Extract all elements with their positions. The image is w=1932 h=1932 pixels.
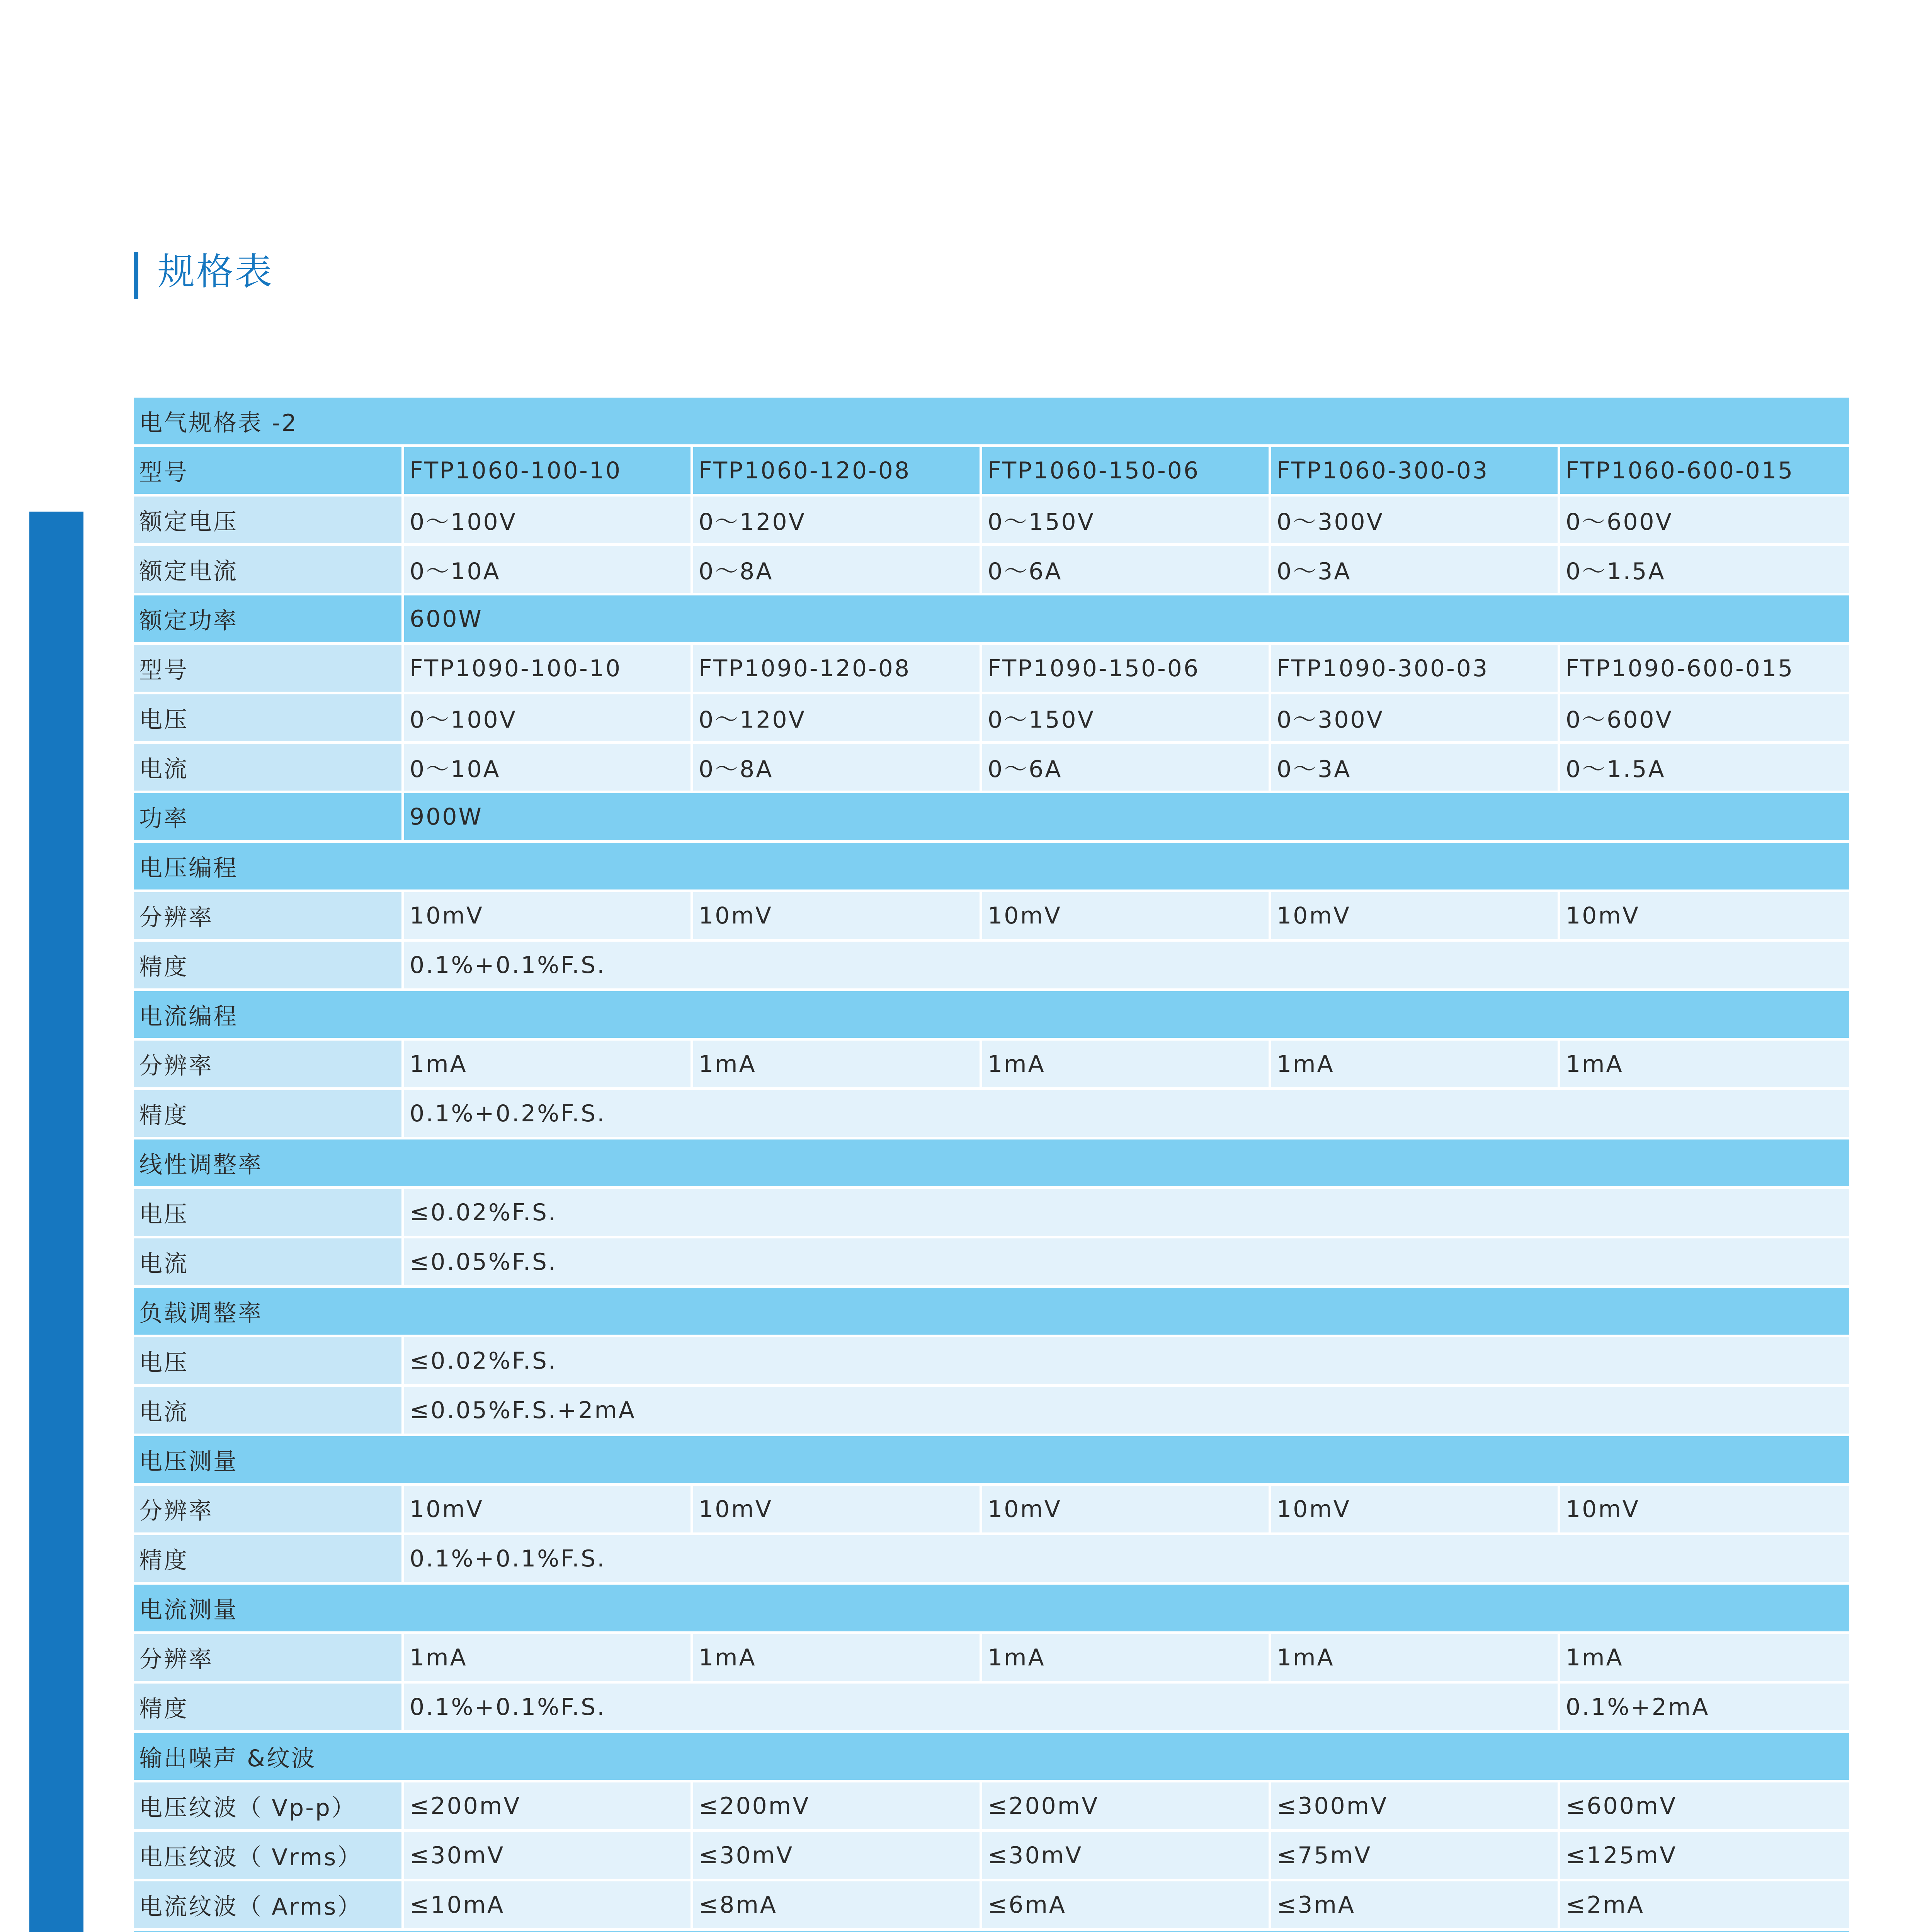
row-label: 电压 (134, 694, 404, 744)
value-cell: 0～10A (404, 546, 693, 595)
value-cell: 1mA (1560, 1634, 1849, 1684)
row-label: 精度 (134, 1535, 404, 1585)
value-cell: ≤3mA (1271, 1881, 1560, 1931)
section-title: 线性调整率 (134, 1139, 1849, 1189)
section-header-row (134, 1436, 1849, 1486)
row-label: 电压 (134, 1337, 404, 1387)
spec-row (134, 447, 1849, 497)
value-cell: 10mV (1271, 892, 1560, 942)
value-cell: ≤200mV (693, 1782, 982, 1832)
value-cell: ≤30mV (982, 1832, 1271, 1881)
row-label: 额定电压 (134, 497, 404, 546)
row-label: 电压纹波（ Vrms） (134, 1832, 404, 1881)
value-cell: ≤2mA (1560, 1881, 1849, 1931)
section-title: 电流编程 (134, 991, 1849, 1041)
row-label: 额定功率 (134, 595, 404, 645)
spec-row (134, 1090, 1849, 1139)
section-header-row (134, 1585, 1849, 1634)
value-cell: FTP1090-120-08 (693, 645, 982, 694)
row-label: 电压 (134, 1189, 404, 1238)
section-title: 电压测量 (134, 1436, 1849, 1486)
section-title: 电压编程 (134, 843, 1849, 892)
value-cell: 1mA (693, 1634, 982, 1684)
section-title: 电流测量 (134, 1585, 1849, 1634)
value-cell: FTP1060-120-08 (693, 447, 982, 497)
section-header-row (134, 1288, 1849, 1337)
value-cell: 0～150V (982, 497, 1271, 546)
spec-row (134, 1535, 1849, 1585)
title-accent-bar (134, 252, 138, 299)
row-label: 功率 (134, 793, 404, 843)
value-cell: 0～600V (1560, 497, 1849, 546)
spec-row (134, 793, 1849, 843)
row-label: 分辨率 (134, 1486, 404, 1535)
spec-row (134, 1881, 1849, 1931)
value-cell: 0～300V (1271, 497, 1560, 546)
spec-row (134, 546, 1849, 595)
row-label: 电压纹波（ Vp-p） (134, 1782, 404, 1832)
value-cell: FTP1090-150-06 (982, 645, 1271, 694)
value-cell: 10mV (1271, 1486, 1560, 1535)
value-cell: 10mV (404, 1486, 693, 1535)
value-cell: 1mA (1271, 1041, 1560, 1090)
value-cell: 10mV (693, 1486, 982, 1535)
value-cell: 0.1%+0.1%F.S. (404, 942, 1849, 991)
value-cell: ≤300mV (1271, 1782, 1560, 1832)
value-cell: ≤30mV (693, 1832, 982, 1881)
value-cell: 1mA (693, 1041, 982, 1090)
value-cell: ≤0.05%F.S.+2mA (404, 1387, 1849, 1436)
spec-row (134, 1041, 1849, 1090)
value-cell: 0～8A (693, 744, 982, 793)
value-cell: ≤75mV (1271, 1832, 1560, 1881)
row-label: 精度 (134, 1684, 404, 1733)
section-header-row (134, 843, 1849, 892)
spec-row (134, 1189, 1849, 1238)
value-cell: FTP1060-600-015 (1560, 447, 1849, 497)
value-cell: ≤6mA (982, 1881, 1271, 1931)
row-label: 电流纹波（ Arms） (134, 1881, 404, 1931)
row-label: 精度 (134, 942, 404, 991)
value-cell: 0.1%+0.1%F.S. (404, 1684, 1560, 1733)
value-cell: 10mV (693, 892, 982, 942)
spec-row (134, 497, 1849, 546)
value-cell: 0～120V (693, 497, 982, 546)
value-cell: 0～120V (693, 694, 982, 744)
value-cell: FTP1060-150-06 (982, 447, 1271, 497)
value-cell: 0～3A (1271, 744, 1560, 793)
value-cell: 10mV (982, 892, 1271, 942)
value-cell: 1mA (1560, 1041, 1849, 1090)
section-header-row (134, 991, 1849, 1041)
value-cell: 0～10A (404, 744, 693, 793)
value-cell: FTP1060-100-10 (404, 447, 693, 497)
row-label: 电流 (134, 1387, 404, 1436)
value-cell: 10mV (1560, 1486, 1849, 1535)
value-cell: 0～300V (1271, 694, 1560, 744)
spec-table-body (134, 398, 1849, 1932)
spec-row (134, 1486, 1849, 1535)
row-label: 分辨率 (134, 1634, 404, 1684)
side-accent-bar (29, 512, 83, 1932)
spec-row (134, 892, 1849, 942)
spec-row (134, 1832, 1849, 1881)
spec-row (134, 1782, 1849, 1832)
value-cell: 0～100V (404, 497, 693, 546)
spec-row (134, 595, 1849, 645)
spec-table (134, 398, 1849, 1932)
spec-row (134, 645, 1849, 694)
value-cell: ≤8mA (693, 1881, 982, 1931)
value-cell: ≤30mV (404, 1832, 693, 1881)
value-cell: ≤0.02%F.S. (404, 1337, 1849, 1387)
value-cell: 0.1%+0.2%F.S. (404, 1090, 1849, 1139)
section-title: 负载调整率 (134, 1288, 1849, 1337)
spec-row (134, 1684, 1849, 1733)
value-cell: FTP1060-300-03 (1271, 447, 1560, 497)
value-cell: ≤0.05%F.S. (404, 1238, 1849, 1288)
value-cell: ≤125mV (1560, 1832, 1849, 1881)
spec-row (134, 694, 1849, 744)
value-cell: 1mA (982, 1634, 1271, 1684)
row-label: 电流 (134, 1238, 404, 1288)
spec-row (134, 1634, 1849, 1684)
value-cell: ≤600mV (1560, 1782, 1849, 1832)
row-label: 型号 (134, 447, 404, 497)
row-label: 分辨率 (134, 892, 404, 942)
value-cell: 1mA (404, 1041, 693, 1090)
row-label: 型号 (134, 645, 404, 694)
value-cell: FTP1090-100-10 (404, 645, 693, 694)
value-cell: 0～3A (1271, 546, 1560, 595)
value-cell: 1mA (404, 1634, 693, 1684)
row-label: 精度 (134, 1090, 404, 1139)
value-cell: 0～6A (982, 546, 1271, 595)
section-header-row (134, 398, 1849, 447)
value-cell: 0.1%+2mA (1560, 1684, 1849, 1733)
value-cell: 900W (404, 793, 1849, 843)
value-cell: 0.1%+0.1%F.S. (404, 1535, 1849, 1585)
section-title: 电气规格表 -2 (134, 398, 1849, 447)
value-cell: 600W (404, 595, 1849, 645)
value-cell: ≤0.02%F.S. (404, 1189, 1849, 1238)
value-cell: 0～600V (1560, 694, 1849, 744)
value-cell: ≤200mV (404, 1782, 693, 1832)
section-header-row (134, 1139, 1849, 1189)
row-label: 额定电流 (134, 546, 404, 595)
value-cell: 1mA (982, 1041, 1271, 1090)
value-cell: ≤10mA (404, 1881, 693, 1931)
spec-row (134, 1238, 1849, 1288)
value-cell: ≤200mV (982, 1782, 1271, 1832)
page-title: 规格表 (158, 250, 274, 293)
value-cell: FTP1090-600-015 (1560, 645, 1849, 694)
row-label: 分辨率 (134, 1041, 404, 1090)
value-cell: 1mA (1271, 1634, 1560, 1684)
value-cell: 0～8A (693, 546, 982, 595)
section-header-row (134, 1733, 1849, 1782)
value-cell: 10mV (982, 1486, 1271, 1535)
section-title: 输出噪声 &纹波 (134, 1733, 1849, 1782)
value-cell: FTP1090-300-03 (1271, 645, 1560, 694)
row-label: 电流 (134, 744, 404, 793)
value-cell: 0～100V (404, 694, 693, 744)
spec-row (134, 1387, 1849, 1436)
spec-row (134, 744, 1849, 793)
value-cell: 10mV (1560, 892, 1849, 942)
value-cell: 0～1.5A (1560, 546, 1849, 595)
value-cell: 0～6A (982, 744, 1271, 793)
spec-row (134, 942, 1849, 991)
value-cell: 0～1.5A (1560, 744, 1849, 793)
value-cell: 0～150V (982, 694, 1271, 744)
spec-row (134, 1337, 1849, 1387)
value-cell: 10mV (404, 892, 693, 942)
